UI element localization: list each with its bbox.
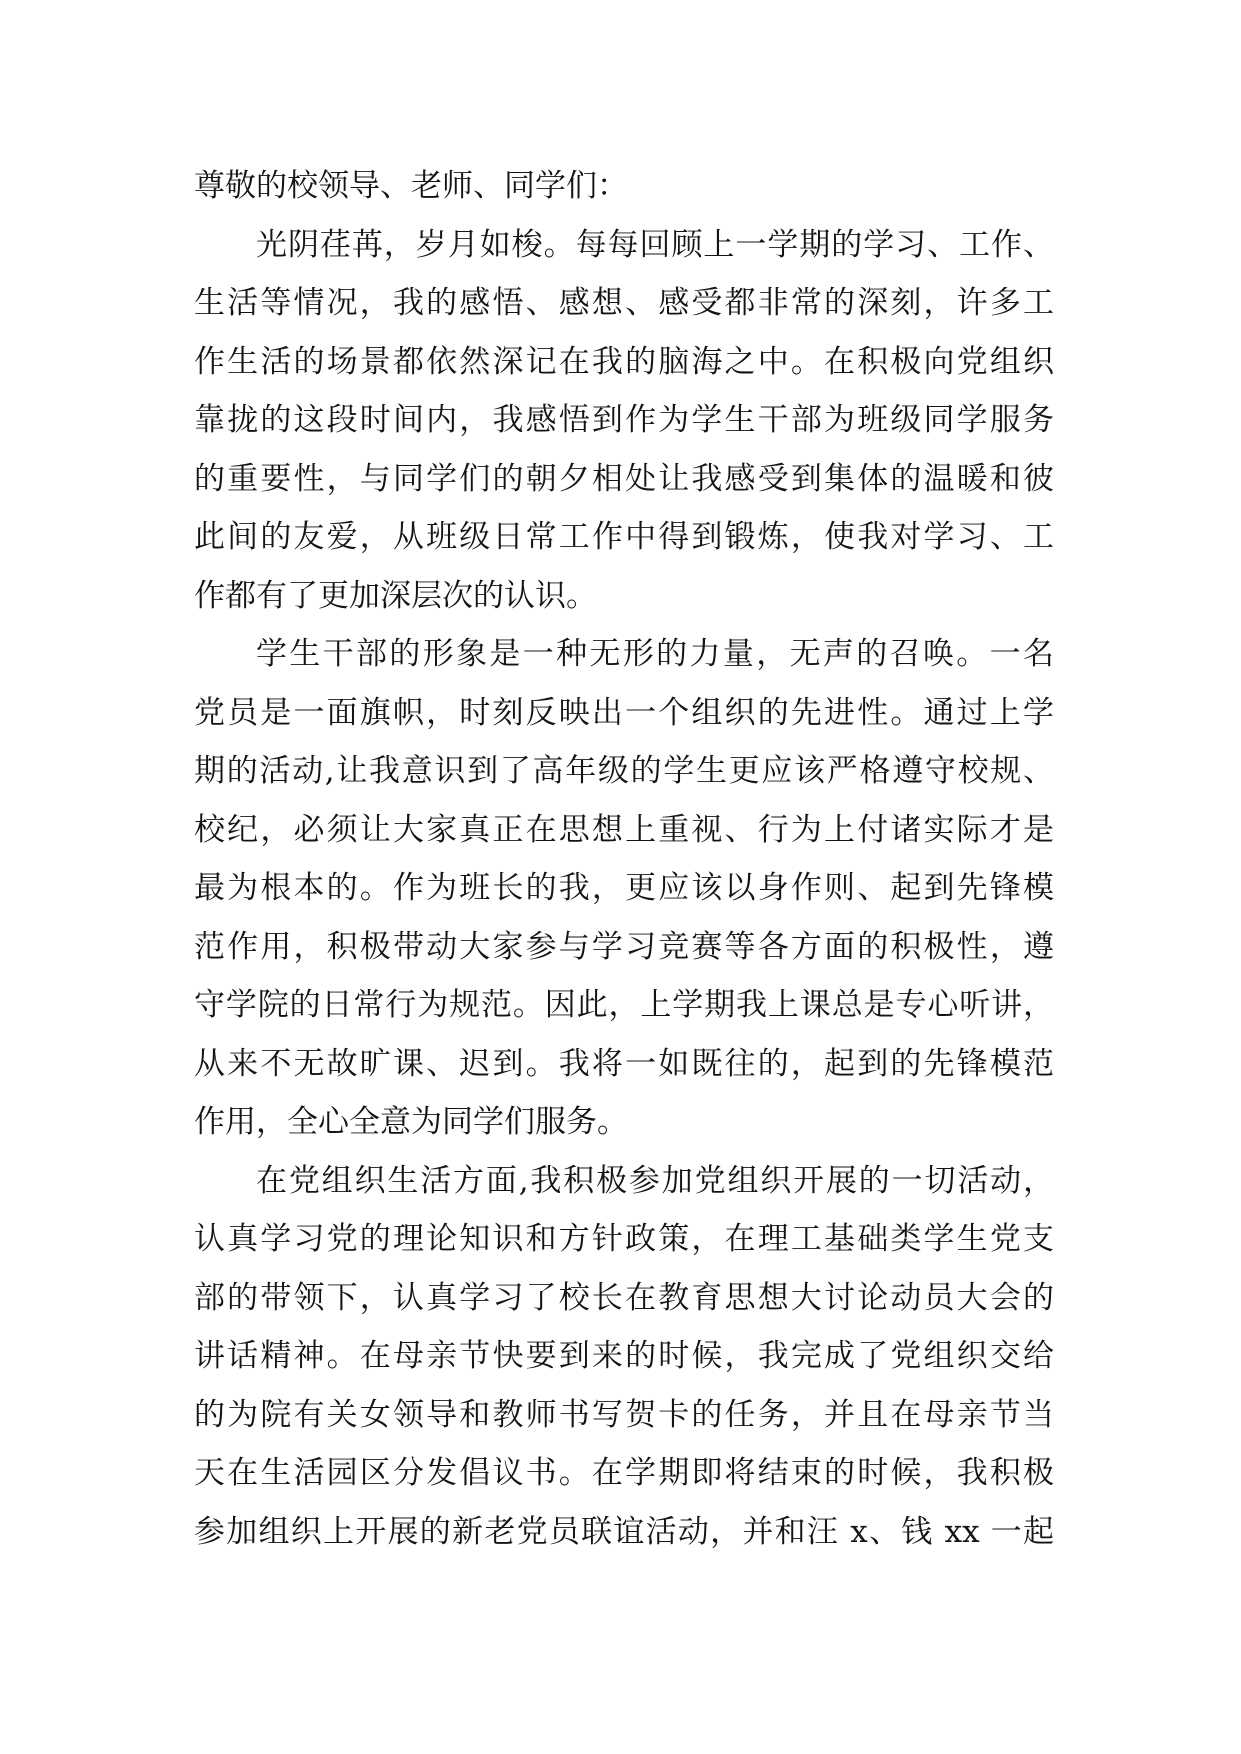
paragraph-line: 天在生活园区分发倡议书。在学期即将结束的时候，我积极 [194, 1455, 1054, 1491]
paragraph-line: 期的活动,让我意识到了高年级的学生更应该严格遵守校规、 [194, 753, 1054, 789]
paragraph-line: 部的带领下，认真学习了校长在教育思想大讨论动员大会的 [194, 1279, 1054, 1316]
paragraph-line: 作用，全心全意为同学们服务。 [194, 1104, 628, 1140]
paragraph-line: 校纪，必须让大家真正在思想上重视、行为上付诸实际才是 [194, 811, 1054, 848]
paragraph-line: 此间的友爱，从班级日常工作中得到锻炼，使我对学习、工 [194, 519, 1054, 555]
paragraph-line: 从来不无故旷课、迟到。我将一如既往的，起到的先锋模范 [194, 1045, 1054, 1082]
paragraph-2 [194, 625, 1054, 1152]
paragraph-line: 作都有了更加深层次的认识。 [194, 577, 597, 614]
paragraph-line: 参加组织上开展的新老党员联谊活动，并和汪 x、钱 xx 一起 [194, 1513, 1054, 1550]
paragraph-line: 生活等情况，我的感悟、感想、感受都非常的深刻，许多工 [194, 285, 1054, 321]
salutation: 尊敬的校领导、老师、同学们： [194, 168, 628, 204]
paragraph-line: 守学院的日常行为规范。因此，上学期我上课总是专心听讲， [194, 987, 1054, 1023]
paragraph-3 [194, 1152, 1054, 1562]
paragraph-line: 光阴荏苒，岁月如梭。每每回顾上一学期的学习、工作、 [256, 226, 1054, 263]
paragraph-line: 学生干部的形象是一种无形的力量，无声的召唤。一名 [256, 636, 1054, 672]
paragraph-1 [194, 216, 1054, 626]
paragraph-line: 靠拢的这段时间内，我感悟到作为学生干部为班级同学服务 [194, 402, 1054, 438]
paragraph-line: 范作用，积极带动大家参与学习竞赛等各方面的积极性，遵 [194, 928, 1054, 965]
paragraph-line: 作生活的场景都依然深记在我的脑海之中。在积极向党组织 [194, 343, 1054, 380]
document-body [194, 157, 1054, 1561]
paragraph-line: 的为院有关女领导和教师书写贺卡的任务，并且在母亲节当 [194, 1396, 1054, 1433]
paragraph-line: 党员是一面旗帜，时刻反映出一个组织的先进性。通过上学 [194, 694, 1054, 731]
paragraph-line: 在党组织生活方面,我积极参加党组织开展的一切活动， [256, 1162, 1054, 1199]
paragraph-line: 讲话精神。在母亲节快要到来的时候，我完成了党组织交给 [194, 1338, 1054, 1374]
paragraph-line: 最为根本的。作为班长的我，更应该以身作则、起到先锋模 [194, 870, 1054, 906]
paragraph-line: 的重要性，与同学们的朝夕相处让我感受到集体的温暖和彼 [194, 460, 1054, 497]
paragraph-line: 认真学习党的理论知识和方针政策，在理工基础类学生党支 [194, 1221, 1054, 1257]
